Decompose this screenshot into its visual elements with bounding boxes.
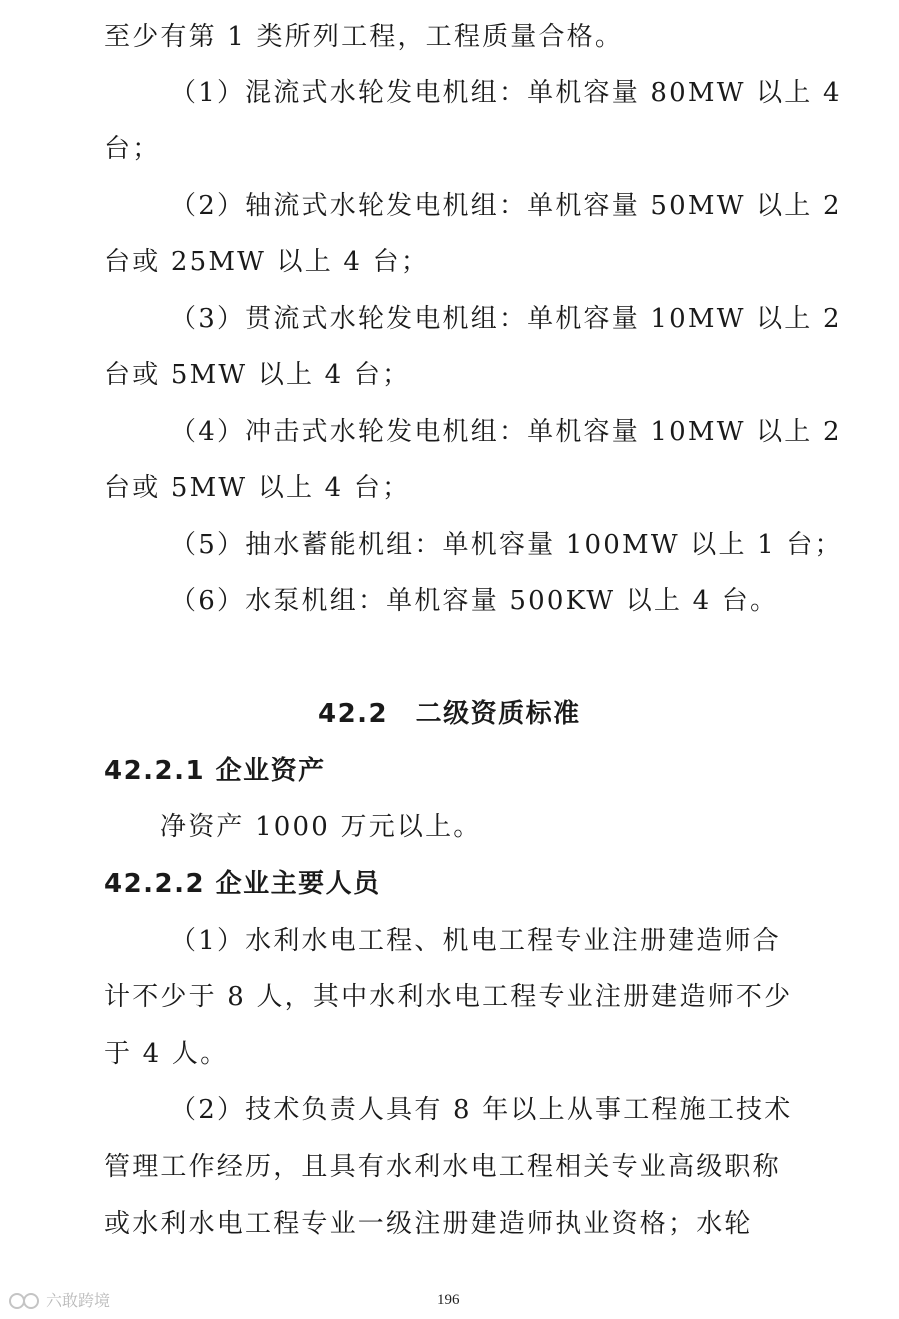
page-number: 196 xyxy=(437,1292,460,1308)
section-title: 42.2 二级资质标准 xyxy=(318,699,581,729)
text-line: 净资产 1000 万元以上。 xyxy=(160,812,482,842)
list-item: （5）抽水蓄能机组：单机容量 100MW 以上 1 台； xyxy=(170,530,843,560)
text-line: 于 4 人。 xyxy=(104,1039,229,1069)
subsection-title: 42.2.2 企业主要人员 xyxy=(104,869,381,899)
list-item: （1）混流式水轮发电机组：单机容量 80MW 以上 4 xyxy=(170,78,842,108)
list-item: （3）贯流式水轮发电机组：单机容量 10MW 以上 2 xyxy=(170,304,842,334)
text-line: 台； xyxy=(104,134,161,164)
text-line: 管理工作经历，且具有水利水电工程相关专业高级职称 xyxy=(104,1152,781,1182)
text-line: 或水利水电工程专业一级注册建造师执业资格；水轮 xyxy=(104,1209,753,1239)
watermark-text: 六敢跨境 xyxy=(46,1291,111,1310)
text-line: 至少有第 1 类所列工程，工程质量合格。 xyxy=(104,22,624,52)
text-line: 计不少于 8 人，其中水利水电工程专业注册建造师不少 xyxy=(104,982,793,1012)
list-item: （1）水利水电工程、机电工程专业注册建造师合 xyxy=(170,926,781,956)
list-item: （2）技术负责人具有 8 年以上从事工程施工技术 xyxy=(170,1095,793,1125)
text-line: 台或 25MW 以上 4 台； xyxy=(104,247,430,277)
text-line: 台或 5MW 以上 4 台； xyxy=(104,360,411,390)
text-line: 台或 5MW 以上 4 台； xyxy=(104,473,411,503)
watermark xyxy=(8,1290,110,1312)
list-item: （4）冲击式水轮发电机组：单机容量 10MW 以上 2 xyxy=(170,417,842,447)
list-item: （6）水泵机组：单机容量 500KW 以上 4 台。 xyxy=(170,586,779,616)
subsection-title: 42.2.1 企业资产 xyxy=(104,756,326,786)
watermark-logo-icon xyxy=(8,1291,42,1311)
list-item: （2）轴流式水轮发电机组：单机容量 50MW 以上 2 xyxy=(170,191,842,221)
